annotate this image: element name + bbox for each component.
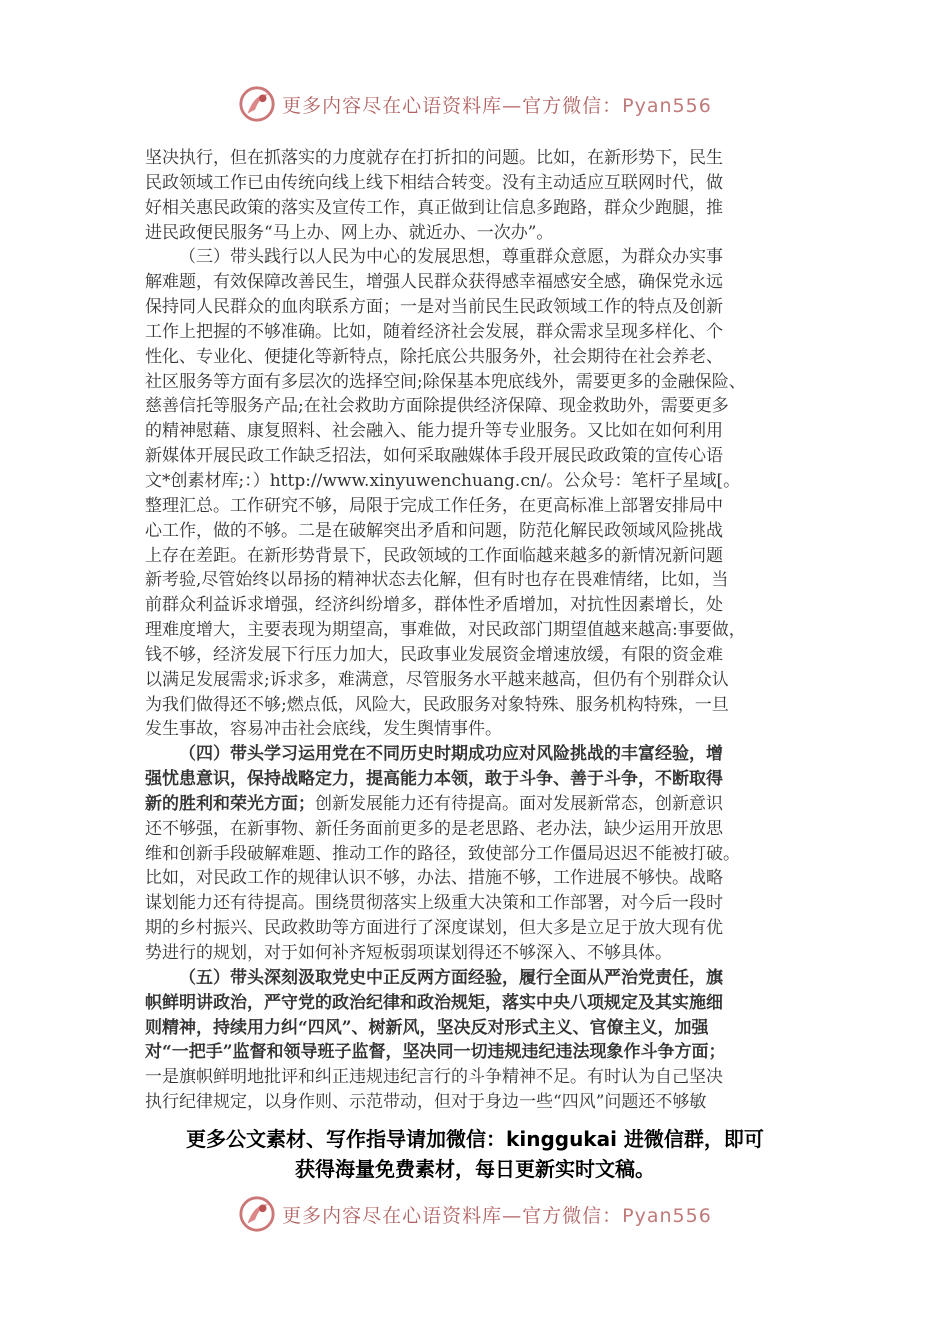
text-line: 新考验,尽管始终以昂扬的精神状态去化解，但有时也存在畏难情绪，比如，当 [145,570,729,591]
text-line: 保持同人民群众的血肉联系方面；一是对当前民生民政领域工作的特点及创新 [145,297,723,318]
text-line: 好相关惠民政策的落实及宣传工作，真正做到让信息多跑路，群众少跑腿，推 [145,197,723,218]
text-line: （四）带头学习运用党在不同历史时期成功应对风险挑战的丰富经验，增 [179,744,723,765]
text-line: 钱不够，经济发展下行压力加大，民政事业发展资金增速放缓，有限的资金难 [145,644,723,665]
text-line: 比如，对民政工作的规律认识不够，办法、措施不够，工作进展不够快。战略 [145,868,723,889]
text-line: 则精神，持续用力纠“四风”、树新风，坚决反对形式主义、官僚主义，加强 [145,1017,709,1038]
promo-line-1: 更多公文素材、写作指导请加微信：kinggukai 进微信群，即可 [186,1127,764,1151]
text-line: 整理汇总。工作研究不够，局限于完成工作任务，在更高标准上部署安排局中 [145,495,723,516]
text-line: 帜鲜明讲政治，严守党的政治纪律和政治规矩，落实中央八项规定及其实施细 [145,992,723,1013]
text-line: 新媒体开展民政工作缺乏招法，如何采取融媒体手段开展民政政策的宣传心语 [145,446,723,467]
text-line: 民政领域工作已由传统向线上线下相结合转变。没有主动适应互联网时代，做 [145,172,723,193]
paragraph [145,742,820,966]
text-line: （五）带头深刻汲取党史中正反两方面经验，履行全面从严治党责任，旗 [179,967,723,988]
text-line: 工作上把握的不够准确。比如，随着经济社会发展，群众需求呈现多样化、个 [145,321,723,342]
paragraph [145,966,820,1115]
logo-icon [238,1195,276,1233]
text-line: 维和创新手段破解难题、推动工作的路径，致使部分工作僵局迟迟不能被打破。 [145,843,740,864]
text-line: 还不够强，在新事物、新任务面前更多的是老思路、老办法，缺少运用开放思 [145,818,723,839]
text-line: 新的胜利和荣光方面；创新发展能力还有待提高。面对发展新常态，创新意识 [145,793,723,814]
text-line: 文*创素材库;：）http://www.xinyuwenchuang.cn/。公众号：笔杆子星域[。 [145,470,741,491]
promo-line-2: 获得海量免费素材，每日更新实时文稿。 [295,1157,655,1181]
text-line: 性化、专业化、便捷化等新特点，除托底公共服务外，社会期待在社会养老、 [145,346,723,367]
footer-watermark [0,1194,950,1234]
text-line: 理难度增大，主要表现为期望高，事难做，对民政部门期望值越来越高:事要做， [145,620,746,641]
text-line: 上存在差距。在新形势背景下，民政领域的工作面临越来越多的新情况新问题 [145,545,723,566]
text-line: 谋划能力还有待提高。围绕贯彻落实上级重大决策和工作部署，对今后一段时 [145,893,723,914]
text-line: 慈善信托等服务产品;在社会救助方面除提供经济保障、现金救助外，需要更多 [145,396,729,417]
text-line: 发生事故，容易冲击社会底线，发生舆情事件。 [145,719,502,740]
paragraph [145,146,820,245]
logo-icon [238,85,276,123]
text-line: 进民政便民服务“马上办、网上办、就近办、一次办”。 [145,222,554,243]
text-line: 前群众利益诉求增强，经济纠纷增多，群体性矛盾增加，对抗性因素增长，处 [145,595,723,616]
text-line: 以满足发展需求;诉求多，难满意，尽管服务水平越来越高，但仍有个别群众认 [145,669,729,690]
text-line: 对“一把手”监督和领导班子监督，坚决同一切违规违纪违法现象作斗争方面； [145,1042,726,1063]
text-line: 势进行的规划，对于如何补齐短板弱项谋划得还不够深入、不够具体。 [145,943,672,963]
text-line: 强忧患意识，保持战略定力，提高能力本领，敢于斗争、善于斗争，不断取得 [145,769,723,790]
header-watermark [0,84,950,124]
text-line: 社区服务等方面有多层次的选择空间;除保基本兜底线外，需要更多的金融保险、 [145,371,746,392]
document-body [145,146,820,1115]
text-line: 坚决执行，但在抓落实的力度就存在打折扣的问题。比如，在新形势下，民生 [145,148,723,168]
promo-banner [0,1124,950,1184]
header-text: 更多内容尽在心语资料库—官方微信：Pyan556 [282,94,712,117]
text-line: 解难题，有效保障改善民生，增强人民群众获得感幸福感安全感，确保党永远 [145,272,723,293]
text-line: 的精神慰藉、康复照料、社会融入、能力提升等专业服务。又比如在如何利用 [145,421,723,442]
text-line: 执行纪律规定，以身作则、示范带动，但对于身边一些“四风”问题还不够敏 [145,1092,707,1113]
footer-text: 更多内容尽在心语资料库—官方微信：Pyan556 [282,1204,712,1227]
text-line: 一是旗帜鲜明地批评和纠正违规违纪言行的斗争精神不足。有时认为自己坚决 [145,1067,723,1088]
text-line: 期的乡村振兴、民政救助等方面进行了深度谋划，但大多是立足于放大现有优 [145,918,723,939]
text-line: （三）带头践行以人民为中心的发展思想，尊重群众意愿，为群众办实事 [179,247,723,268]
paragraph [145,245,820,742]
text-line: 心工作，做的不够。二是在破解突出矛盾和问题，防范化解民政领域风险挑战 [145,520,723,541]
text-line: 为我们做得还不够;燃点低，风险大，民政服务对象特殊、服务机构特殊，一旦 [145,694,729,715]
